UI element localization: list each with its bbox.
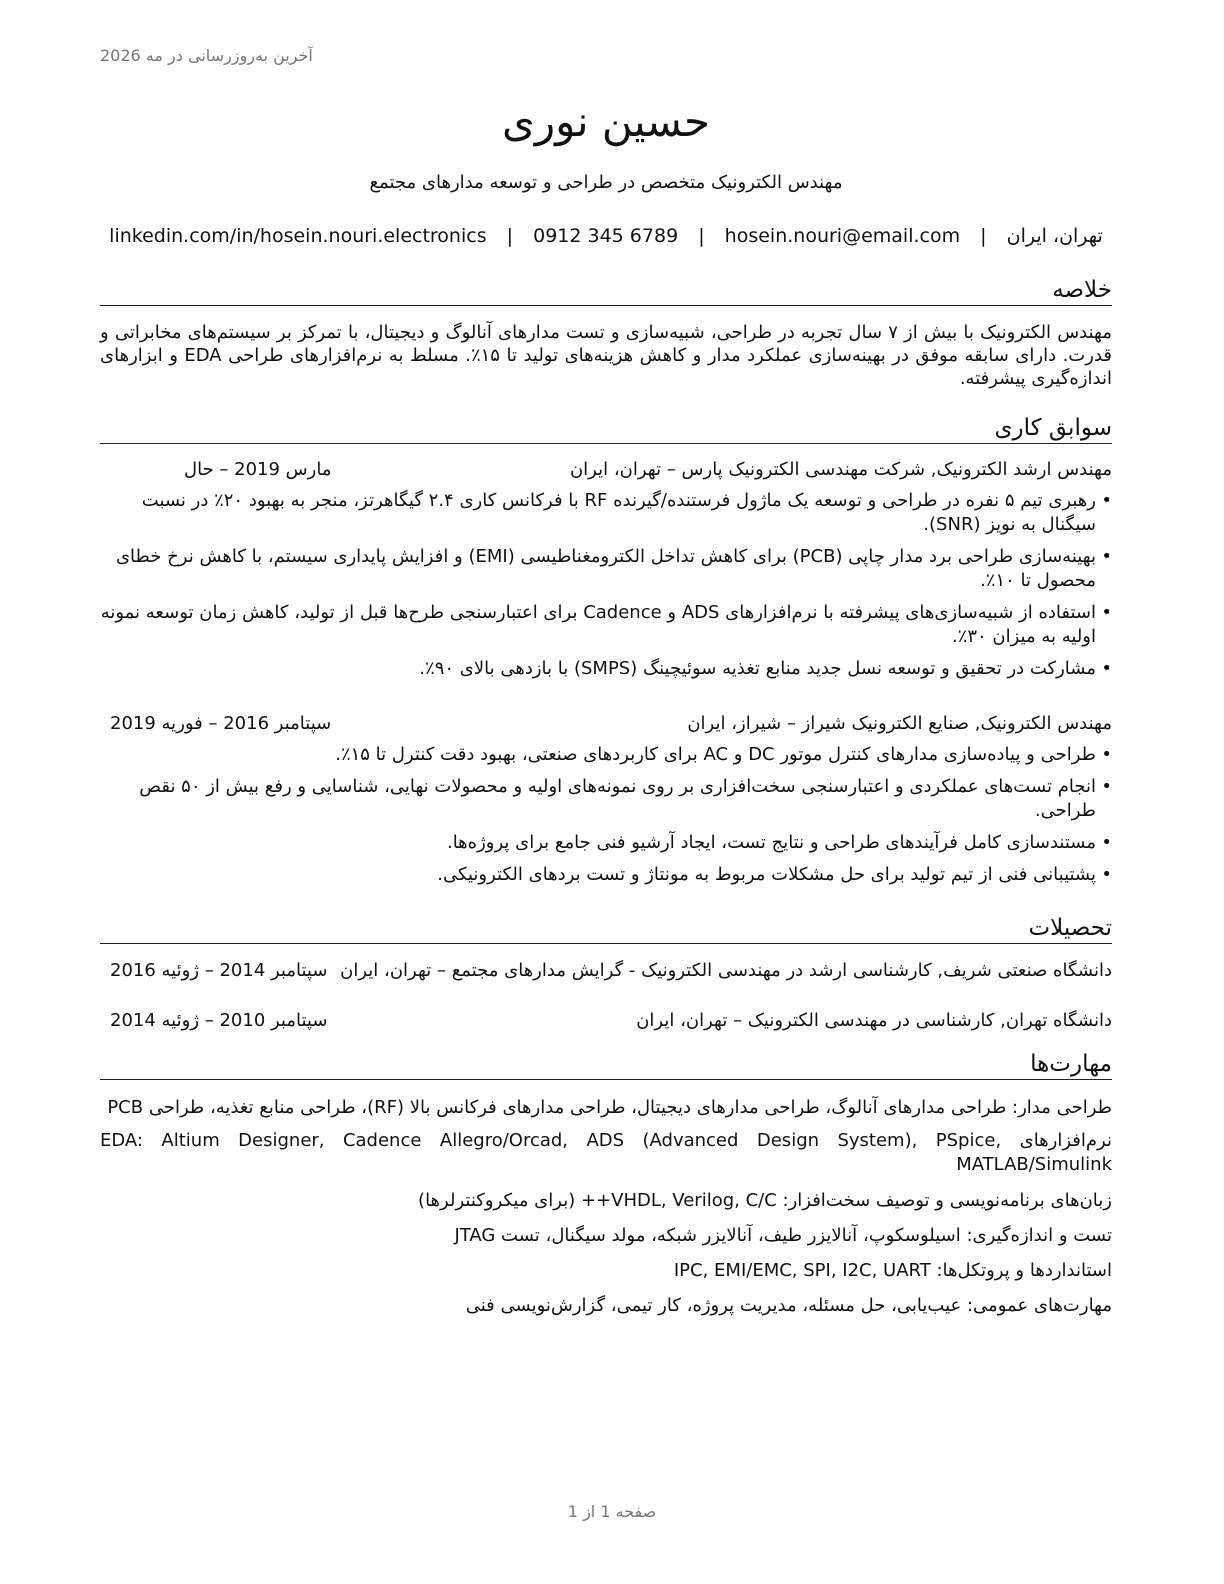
contact-separator: |: [506, 225, 514, 247]
job-header: [100, 712, 1112, 736]
education-dates: سپتامبر 2010 – ژوئیه 2014: [110, 1010, 328, 1031]
skill-line: استانداردها و پروتکل‌ها: IPC, EMI/EMC, SPI, I2C, UART: [673, 1260, 1112, 1281]
job-header: [100, 458, 1112, 482]
summary-heading: خلاصه: [100, 275, 1112, 306]
list-item: • رهبری تیم ۵ نفره در طراحی و توسعه یک ماژول فرستنده/گیرنده RF با فرکانس کاری ۲.۴ گیگاهرتز، منجر به بهبود ۲۰٪ در نسبت سیگنال به نویز (SNR).: [100, 489, 1112, 537]
page-number: صفحه 1 از 1: [567, 1502, 657, 1521]
skill-line: نرم‌افزارهای EDA: Altium Designer, Cadence Allegro/Orcad, ADS (Advanced Design System), PSpice, MATLAB/Simulink: [100, 1130, 1112, 1175]
job-dates: سپتامبر 2016 – فوریه 2019: [110, 713, 332, 734]
list-item: • مشارکت در تحقیق و توسعه نسل جدید منابع تغذیه سوئیچینگ (SMPS) با بازدهی بالای ۹۰٪.: [100, 657, 1112, 681]
education-title: دانشگاه صنعتی شریف, کارشناسی ارشد در مهندسی الکترونیک - گرایش مدارهای مجتمع – تهران، ایران: [340, 960, 1112, 981]
job-dates: مارس 2019 – حال: [184, 459, 332, 480]
skill-line: مهارت‌های عمومی: عیب‌یابی، حل مسئله، مدیریت پروژه، کار تیمی، گزارش‌نویسی فنی: [465, 1295, 1112, 1316]
skill-line: تست و اندازه‌گیری: اسیلوسکوپ، آنالایزر طیف، آنالایزر شبکه، مولد سیگنال، تست JTAG: [454, 1225, 1112, 1246]
contact-phone: 0912 345 6789: [533, 225, 679, 247]
skill-line: طراحی مدار: طراحی مدارهای آنالوگ، طراحی مدارهای دیجیتال، طراحی مدارهای فرکانس بالا (RF)، طراحی منابع تغذیه، طراحی PCB: [107, 1097, 1112, 1118]
education-title: دانشگاه تهران, کارشناسی در مهندسی الکترونیک – تهران، ایران: [636, 1010, 1112, 1031]
job-bullets: [100, 489, 1112, 689]
skills-heading: مهارت‌ها: [100, 1049, 1112, 1080]
list-item: • پشتیبانی فنی از تیم تولید برای حل مشکلات مربوط به مونتاژ و تست بردهای الکترونیکی.: [100, 863, 1112, 887]
last-updated-note: آخرین به‌روزرسانی در مه 2026: [100, 46, 313, 65]
job-title: مهندس الکترونیک, صنایع الکترونیک شیراز – شیراز، ایران: [687, 713, 1112, 734]
job-title: مهندس ارشد الکترونیک, شرکت مهندسی الکترونیک پارس – تهران، ایران: [569, 459, 1112, 480]
education-item: [100, 959, 1112, 983]
list-item: • انجام تست‌های عملکردی و اعتبارسنجی سخت‌افزاری بر روی نمونه‌های اولیه و محصولات نهایی، شناسایی و رفع بیش از ۵۰ نقص طراحی.: [100, 775, 1112, 823]
contact-location: تهران، ایران: [1006, 225, 1103, 247]
list-item: • طراحی و پیاده‌سازی مدارهای کنترل موتور DC و AC برای کاربردهای صنعتی، بهبود دقت کنترل تا ۱۵٪.: [100, 743, 1112, 767]
contact-separator: |: [698, 225, 705, 247]
summary-text: مهندس الکترونیک با بیش از ۷ سال تجربه در طراحی، شبیه‌سازی و تست مدارهای آنالوگ و دیجیتال، با تمرکز بر سیستم‌های مخابراتی و قدرت. دارای سابقه موفق در بهینه‌سازی عملکرد مدار و کاهش هزینه‌های تولید تا ۱۵٪. مسلط به نرم‌افزارهای طراحی EDA و ابزارهای اندازه‌گیری پیشرفته.: [100, 322, 1112, 389]
education-dates: سپتامبر 2014 – ژوئیه 2016: [110, 960, 328, 981]
list-item: • مستندسازی کامل فرآیندهای طراحی و نتایج تست، ایجاد آرشیو فنی جامع برای پروژه‌ها.: [100, 831, 1112, 855]
education-heading: تحصیلات: [100, 913, 1112, 944]
contact-line: [100, 222, 1112, 250]
person-name: حسین نوری: [502, 97, 710, 146]
list-item: • استفاده از شبیه‌سازی‌های پیشرفته با نرم‌افزارهای ADS و Cadence برای اعتبارسنجی طرح‌ها قبل از تولید، کاهش زمان توسعه نمونه اولیه به میزان ۳۰٪.: [100, 601, 1112, 649]
contact-separator: |: [980, 225, 987, 247]
contact-linkedin[interactable]: linkedin.com/in/hosein.nouri.electronics: [109, 225, 487, 247]
experience-heading: سوابق کاری: [100, 413, 1112, 444]
list-item: • بهینه‌سازی طراحی برد مدار چاپی (PCB) برای کاهش تداخل الکترومغناطیسی (EMI) و افزایش پایداری سیستم، با کاهش نرخ خطای محصول تا ۱۰٪.: [100, 545, 1112, 593]
job-bullets: [100, 743, 1112, 895]
job-subtitle: مهندس الکترونیک متخصص در طراحی و توسعه مدارهای مجتمع: [369, 172, 843, 193]
skill-line: زبان‌های برنامه‌نویسی و توصیف سخت‌افزار: VHDL, Verilog, C/C++ (برای میکروکنترلرها): [418, 1190, 1112, 1211]
education-item: [100, 1009, 1112, 1033]
contact-email[interactable]: hosein.nouri@email.com: [724, 225, 961, 247]
